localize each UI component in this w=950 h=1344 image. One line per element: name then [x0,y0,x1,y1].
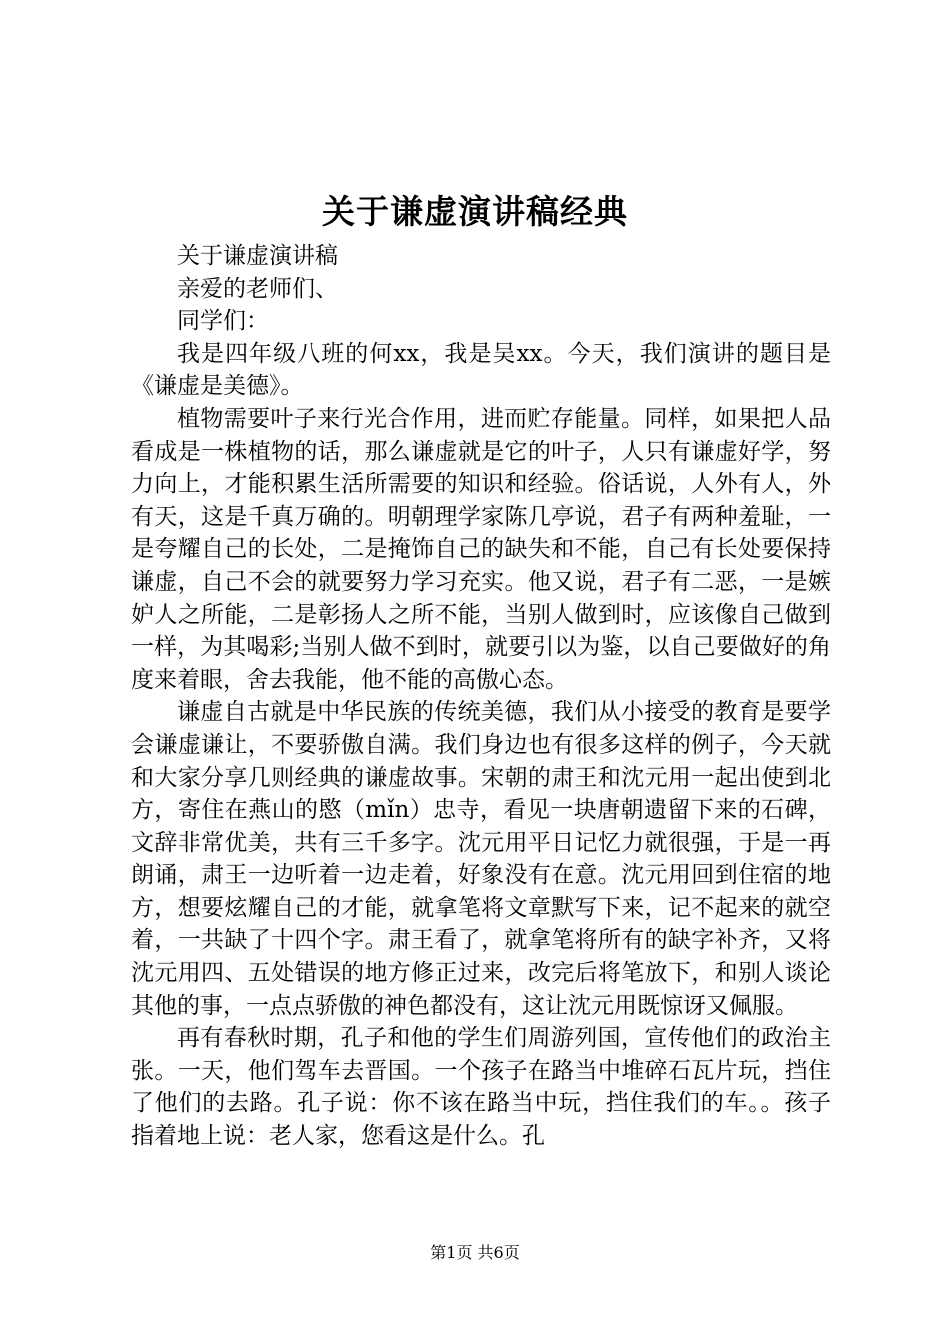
document-title: 关于谦虚演讲稿经典 [322,192,628,231]
paragraph-confucius-story: 再有春秋时期，孔子和他的学生们周游列国，宣传他们的政治主张。一天，他们驾车去晋国。一个孩子在路当中堆碎石瓦片玩，挡住了他们的去路。孔子说：你不该在路当中玩，挡住我们的车。。孩子指着地上说：老人家，您看这是什么。孔 [131,1025,831,1150]
page-footer: 第1页 共6页 [430,1243,520,1262]
paragraph-subtitle: 关于谦虚演讲稿 [177,243,338,269]
paragraph-greeting-students: 同学们： [177,308,269,335]
document-body [131,240,831,1153]
paragraph-greeting-teachers: 亲爱的老师们、 [177,275,338,302]
paragraph-song-story: 谦虚自古就是中华民族的传统美德，我们从小接受的教育是要学会谦虚谦让，不要骄傲自满。我们身边也有很多这样的例子，今天就和大家分享几则经典的谦虚故事。宋朝的肃王和沈元用一起出使到北方，寄住在燕山的愍（mǐn）忠寺，看见一块唐朝遗留下来的石碑，文辞非常优美，共有三千多字。沈元用平日记忆力就很强，于是一再朗诵，肃王一边听着一边走着，好象没有在意。沈元用回到住宿的地方，想要炫耀自己的才能，就拿笔将文章默写下来，记不起来的就空着，一共缺了十四个字。肃王看了，就拿笔将所有的缺字补齐，又将沈元用四、五处错误的地方修正过来，改完后将笔放下，和别人谈论其他的事，一点点骄傲的神色都没有，这让沈元用既惊讶又佩服。 [131,699,831,1019]
paragraph-plant-metaphor: 植物需要叶子来行光合作用，进而贮存能量。同样，如果把人品看成是一株植物的话，那么谦虚就是它的叶子，人只有谦虚好学，努力向上，才能积累生活所需要的知识和经验。俗话说，人外有人，外有天，这是千真万确的。明朝理学家陈几亭说，君子有两种羞耻，一是夸耀自己的长处，二是掩饰自己的缺失和不能，自己有长处要保持谦虚，自己不会的就要努力学习充实。他又说，君子有二恶，一是嫉妒人之所能，二是彰扬人之所不能，当别人做到时，应该像自己做到一样，为其喝彩;当别人做不到时，就要引以为鉴，以自己要做好的角度来着眼，舍去我能，他不能的高傲心态。 [131,405,831,693]
paragraph-intro: 我是四年级八班的何xx，我是吴xx。今天，我们演讲的题目是《谦虚是美德》。 [131,340,831,400]
